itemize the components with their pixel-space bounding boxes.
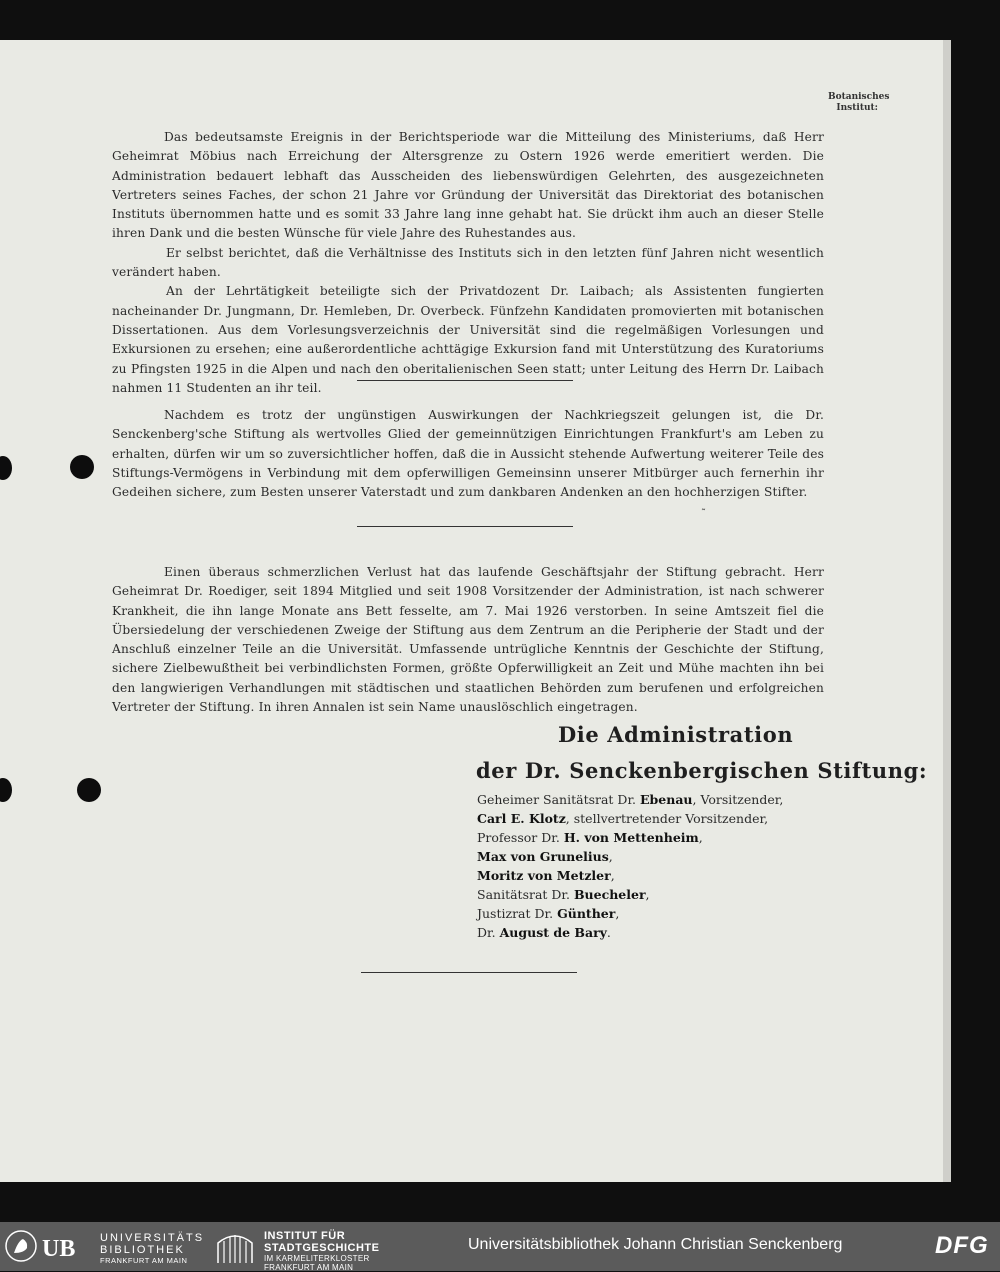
ub-line: FRANKFURT AM MAIN xyxy=(100,1256,188,1265)
member-line: Geheimer Sanitätsrat Dr. Ebenau, Vorsitzender, xyxy=(477,792,784,807)
ub-line: UNIVERSITÄTS xyxy=(100,1232,205,1244)
member-line: Professor Dr. H. von Mettenheim, xyxy=(477,830,703,845)
section-botanical-institute xyxy=(112,128,824,398)
punch-hole-upper xyxy=(70,455,94,479)
member-line: Max von Grunelius, xyxy=(477,849,613,864)
member-line: Dr. August de Bary. xyxy=(477,925,611,940)
paragraph: Das bedeutsamste Ereignis in der Berichtsperiode war die Mitteilung des Ministeriums, daß Herr Geheimrat Möbius nach Erreichung der Altersgrenze zu Ostern 1926 werde emeritiert werden. Die Administration bedauert lebhaft das Ausscheiden des liebenswürdigen Gelehrten, des ausgezeichneten Vertreters seines Faches, der schon 21 Jahre vor Gründung der Universität das Direktoriat des botanischen Instituts übernommen hatte und es somit 33 Jahre lang inne gehabt hat. Sie drückt ihm auch an dieser Stelle ihren Dank und die besten Wünsche für viele Jahre des Ruhestandes aus. xyxy=(112,130,824,241)
punch-hole-lower xyxy=(77,778,101,802)
isg-line: IM KARMELITERKLOSTER xyxy=(264,1254,370,1263)
section-obituary xyxy=(112,563,824,717)
member-name: Carl E. Klotz xyxy=(477,811,566,826)
signature-subheading: der Dr. Senckenbergischen Stiftung: xyxy=(476,758,928,783)
member-line: Sanitätsrat Dr. Buecheler, xyxy=(477,887,650,902)
section-divider xyxy=(361,972,577,973)
ink-mark: ˷ xyxy=(701,500,706,511)
isg-logo-icon[interactable] xyxy=(214,1229,256,1265)
paragraph: Einen überaus schmerzlichen Verlust hat das laufende Geschäftsjahr der Stiftung gebracht. Herr Geheimrat Dr. Roediger, seit 1894 Mitglied und seit 1908 Vorsitzender der Administration, ist nach schwerer Krankheit, die ihn lange Monate ans Bett fesselte, am 7. Mai 1926 verstorben. In seine Amtszeit fiel die Übersiedelung der verschiedenen Zweige der Stiftung aus dem Zentrum an die Peripherie der Stadt und der Anschluß einzelner Teile an die Universität. Umfassende untrügliche Kenntnis der Geschichte der Stiftung, sichere Zielbewußtheit bei verbindlichsten Formen, größte Opferwilligkeit an Zeit und Mühe machten ihn bei den langwierigen Verhandlungen mit städtischen und staatlichen Behörden zum berufenen und erfolgreichen Vertreter der Stiftung. In ihren Annalen ist sein Name unauslöschlich eingetragen. xyxy=(112,565,824,715)
isg-line: INSTITUT FÜR xyxy=(264,1230,346,1242)
member-name: Moritz von Metzler xyxy=(477,868,611,883)
dfg-logo[interactable]: DFG xyxy=(935,1232,989,1259)
footer-bar xyxy=(0,1222,1000,1271)
isg-line: FRANKFURT AM MAIN xyxy=(264,1263,354,1272)
paragraph: Nachdem es trotz der ungünstigen Auswirkungen der Nachkriegszeit gelungen ist, die Dr. Senckenberg'sche Stiftung als wertvolles Glied der gemeinnützigen Einrichtungen Frankfurt's am Leben zu erhalten, dürfen wir um so zuversichtlicher hoffen, daß die in Aussicht stehende Aufwertung weiterer Teile des Stiftungs-Vermögens in Verbindung mit dem opferwilligen Gemeinsinn unserer Mitbürger auch fernerhin ihr Gedeihen sichere, zum Besten unserer Vaterstadt und zum dankbaren Andenken an den hochherzigen Stifter. xyxy=(112,408,824,500)
member-name: August de Bary xyxy=(499,925,607,940)
footer-title[interactable]: Universitätsbibliothek Johann Christian Senckenberg xyxy=(468,1236,843,1253)
paragraph: Er selbst berichtet, daß die Verhältnisse des Instituts sich in den letzten fünf Jahren nicht wesentlich verändert haben. xyxy=(112,245,824,280)
signature-heading: Die Administration xyxy=(558,722,794,747)
member-list xyxy=(477,790,783,942)
svg-text:UB: UB xyxy=(42,1236,76,1262)
member-name: Günther xyxy=(557,906,616,921)
isg-line: STADTGESCHICHTE xyxy=(264,1242,380,1254)
ub-wordmark[interactable] xyxy=(100,1232,204,1266)
paragraph: An der Lehrtätigkeit beteiligte sich der Privatdozent Dr. Laibach; als Assistenten fungierten nacheinander Dr. Jungmann, Dr. Hemleben, Dr. Overbeck. Fünfzehn Kandidaten promovierten mit botanischen Dissertationen. Aus dem Vorlesungsverzeichnis der Universität sind die regelmäßigen Vorlesungen und Exkursionen zu ersehen; eine außerordentliche achttägige Exkursion fand mit Unterstützung des Kuratoriums zu Pfingsten 1925 in die Alpen und nach den oberitalienischen Seen statt; unter Leitung des Herrn Dr. Laibach nahmen 11 Studenten an ihr teil. xyxy=(112,284,824,395)
isg-wordmark[interactable] xyxy=(264,1230,379,1272)
member-name: Max von Grunelius xyxy=(477,849,609,864)
member-line: Moritz von Metzler, xyxy=(477,868,615,883)
page-edge-shadow xyxy=(943,40,951,1182)
member-name: H. von Mettenheim xyxy=(563,830,699,845)
margin-note-line-2: Institut: xyxy=(836,103,878,113)
member-name: Ebenau xyxy=(640,792,693,807)
member-line: Carl E. Klotz, stellvertretender Vorsitzender, xyxy=(477,811,769,826)
margin-note xyxy=(828,92,890,114)
section-divider xyxy=(357,526,573,527)
ub-line: BIBLIOTHEK xyxy=(100,1244,185,1256)
member-name: Buecheler xyxy=(573,887,646,902)
section-closing-remarks xyxy=(112,406,824,502)
member-line: Justizrat Dr. Günther, xyxy=(477,906,620,921)
margin-note-line-1: Botanisches xyxy=(828,92,890,102)
section-divider xyxy=(357,380,573,381)
ub-logo-icon[interactable] xyxy=(4,1229,94,1264)
